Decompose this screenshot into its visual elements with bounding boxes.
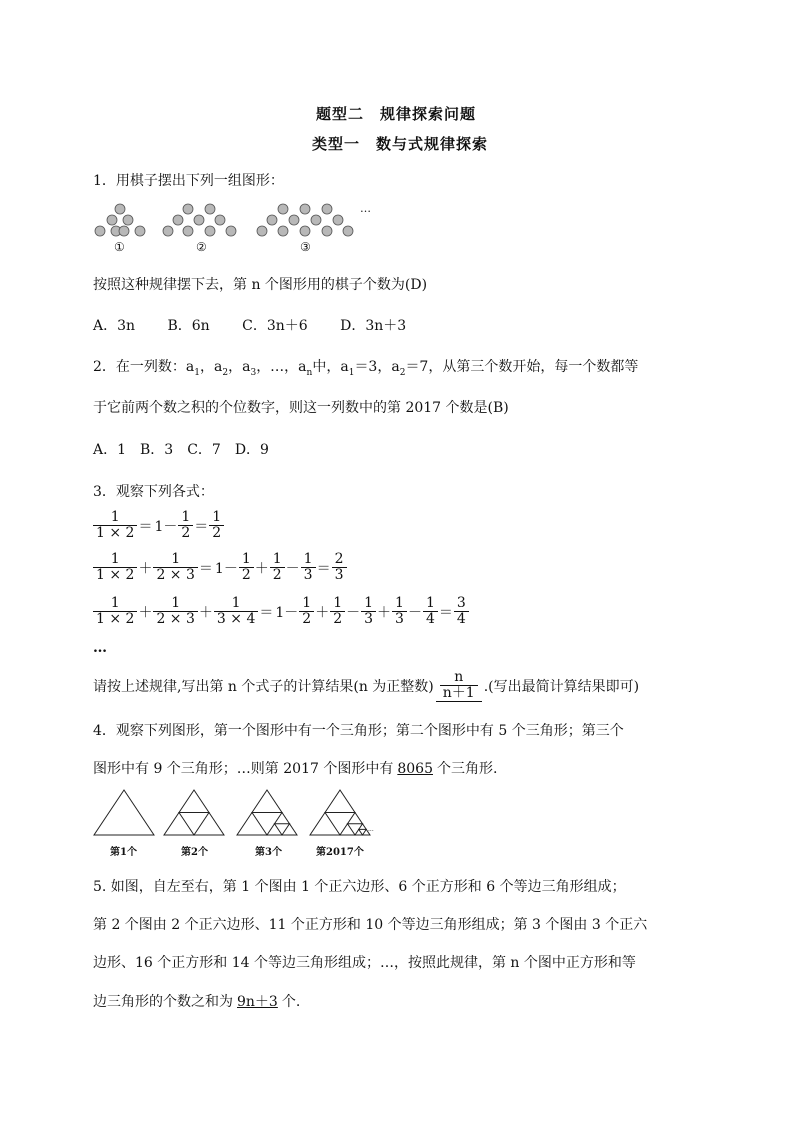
q5-line3: 边形、16 个正方形和 14 个等边三角形组成；…，按照此规律，第 n 个图中正方形和等 [93,955,636,971]
fraction: $\frac{1}{3}$ [301,552,316,583]
q3-equation-1: $\frac{1}{1 \times 2}$ ＝ 1－ $\frac{1}{2}$ ＝ $\frac{1}{2}$ [93,510,224,541]
q3-dots: … [93,640,107,656]
q4-answer: 8065 [397,761,433,777]
fraction: $\frac{1}{2}$ [330,596,345,627]
fraction: $\frac{1}{2}$ [299,596,314,627]
q4-triangle-figures [92,789,382,839]
fraction: $\frac{1}{2 \times 3}$ [153,596,197,627]
fraction: $\frac{1}{2}$ [239,552,254,583]
q3-equation-3: $\frac{1}{1 \times 2}$ ＋ $\frac{1}{2 \times 3}$ ＋ $\frac{1}{3 \times 4}$ ＝ 1－ $\frac{1}{2}$ ＋ $\frac{1}{2}$ － $\frac{1}{3}$ ＋ $\frac{1}{3}$ － $\frac{1}{4}$ ＝ $\frac{3}{4}$ [93,596,469,627]
figure-label-2: ② [196,240,207,254]
q4-line2: 图形中有 9 个三角形；…则第 2017 个图形中有 8065 个三角形. [93,761,498,777]
page-title: 题型二 规律探索问题 [316,105,477,123]
fraction: $\frac{1}{3 \times 4}$ [214,596,258,627]
caption-fig-2: 第2个 [181,847,208,858]
q4-line1: 4．观察下列图形，第一个图形中有一个三角形；第二个图形中有 5 个三角形；第三个 [93,723,624,739]
q1-text: 按照这种规律摆下去，第 n 个图形用的棋子个数为(D) [93,277,428,293]
q5-line1: 5. 如图，自左至右，第 1 个图由 1 个正六边形、6 个正方形和 6 个等边三角形组成； [93,879,626,895]
fraction: $\frac{1}{1 \times 2}$ [93,596,137,627]
q1-chess-figures [90,200,380,260]
fraction: $\frac{1}{3}$ [361,596,376,627]
fraction: $\frac{1}{2}$ [178,510,193,541]
q3-equation-2: $\frac{1}{1 \times 2}$ ＋ $\frac{1}{2 \times 3}$ ＝ 1－ $\frac{1}{2}$ ＋ $\frac{1}{2}$ － $\frac{1}{3}$ ＝ $\frac{2}{3}$ [93,552,347,583]
fraction: $\frac{1}{4}$ [423,596,438,627]
q3-answer-line: 请按上述规律,写出第 n 个式子的计算结果(n 为正整数) $\frac{n}{n+1}$ .(写出最简计算结果即可) [93,669,640,701]
caption-fig-1: 第1个 [110,847,137,858]
fraction: $\frac{3}{4}$ [454,596,469,627]
q2-line1: 2．在一列数：$a_1$，$a_2$，$a_3$，…，$a_n$中，$a_1=3$，$a_2=7$，从第三个数开始，每一个数都等 [93,359,639,378]
figure-ellipsis: … [360,202,371,215]
q5-line4: 边三角形的个数之和为 9n＋3 个. [93,994,301,1010]
fraction: $\frac{1}{2}$ [209,510,224,541]
caption-fig-2017: 第2017个 [316,847,364,858]
section-subtitle: 类型一 数与式规律探索 [312,135,489,153]
fraction: $\frac{1}{2}$ [270,552,285,583]
q5-answer: 9n＋3 [237,994,278,1010]
figure-label-3: ③ [300,240,311,254]
fraction: $\frac{2}{3}$ [332,552,347,583]
caption-fig-3: 第3个 [255,847,282,858]
fraction: $\frac{1}{3}$ [392,596,407,627]
fraction: $\frac{1}{2 \times 3}$ [153,552,197,583]
q2-options: A．1 B．3 C．7 D．9 [93,442,269,458]
q2-line2: 于它前两个数之积的个位数字，则这一列数中的第 2017 个数是(B) [93,400,509,416]
q1-stem: 1．用棋子摆出下列一组图形： [93,173,284,189]
q1-options: A．3n B．6n C．3n＋6 D．3n＋3 [93,318,407,334]
svg-text:···: ··· [368,828,374,835]
answer-fraction: $\frac{n}{n+1}$ [440,670,478,701]
fraction: $\frac{1}{1 \times 2}$ [93,552,137,583]
fraction: $\frac{1}{1 \times 2}$ [93,510,137,541]
q3-stem: 3．观察下列各式： [93,484,214,500]
figure-label-1: ① [114,240,125,254]
q5-line2: 第 2 个图由 2 个正六边形、11 个正方形和 10 个等边三角形组成；第 3 个图由 3 个正六 [93,917,648,933]
